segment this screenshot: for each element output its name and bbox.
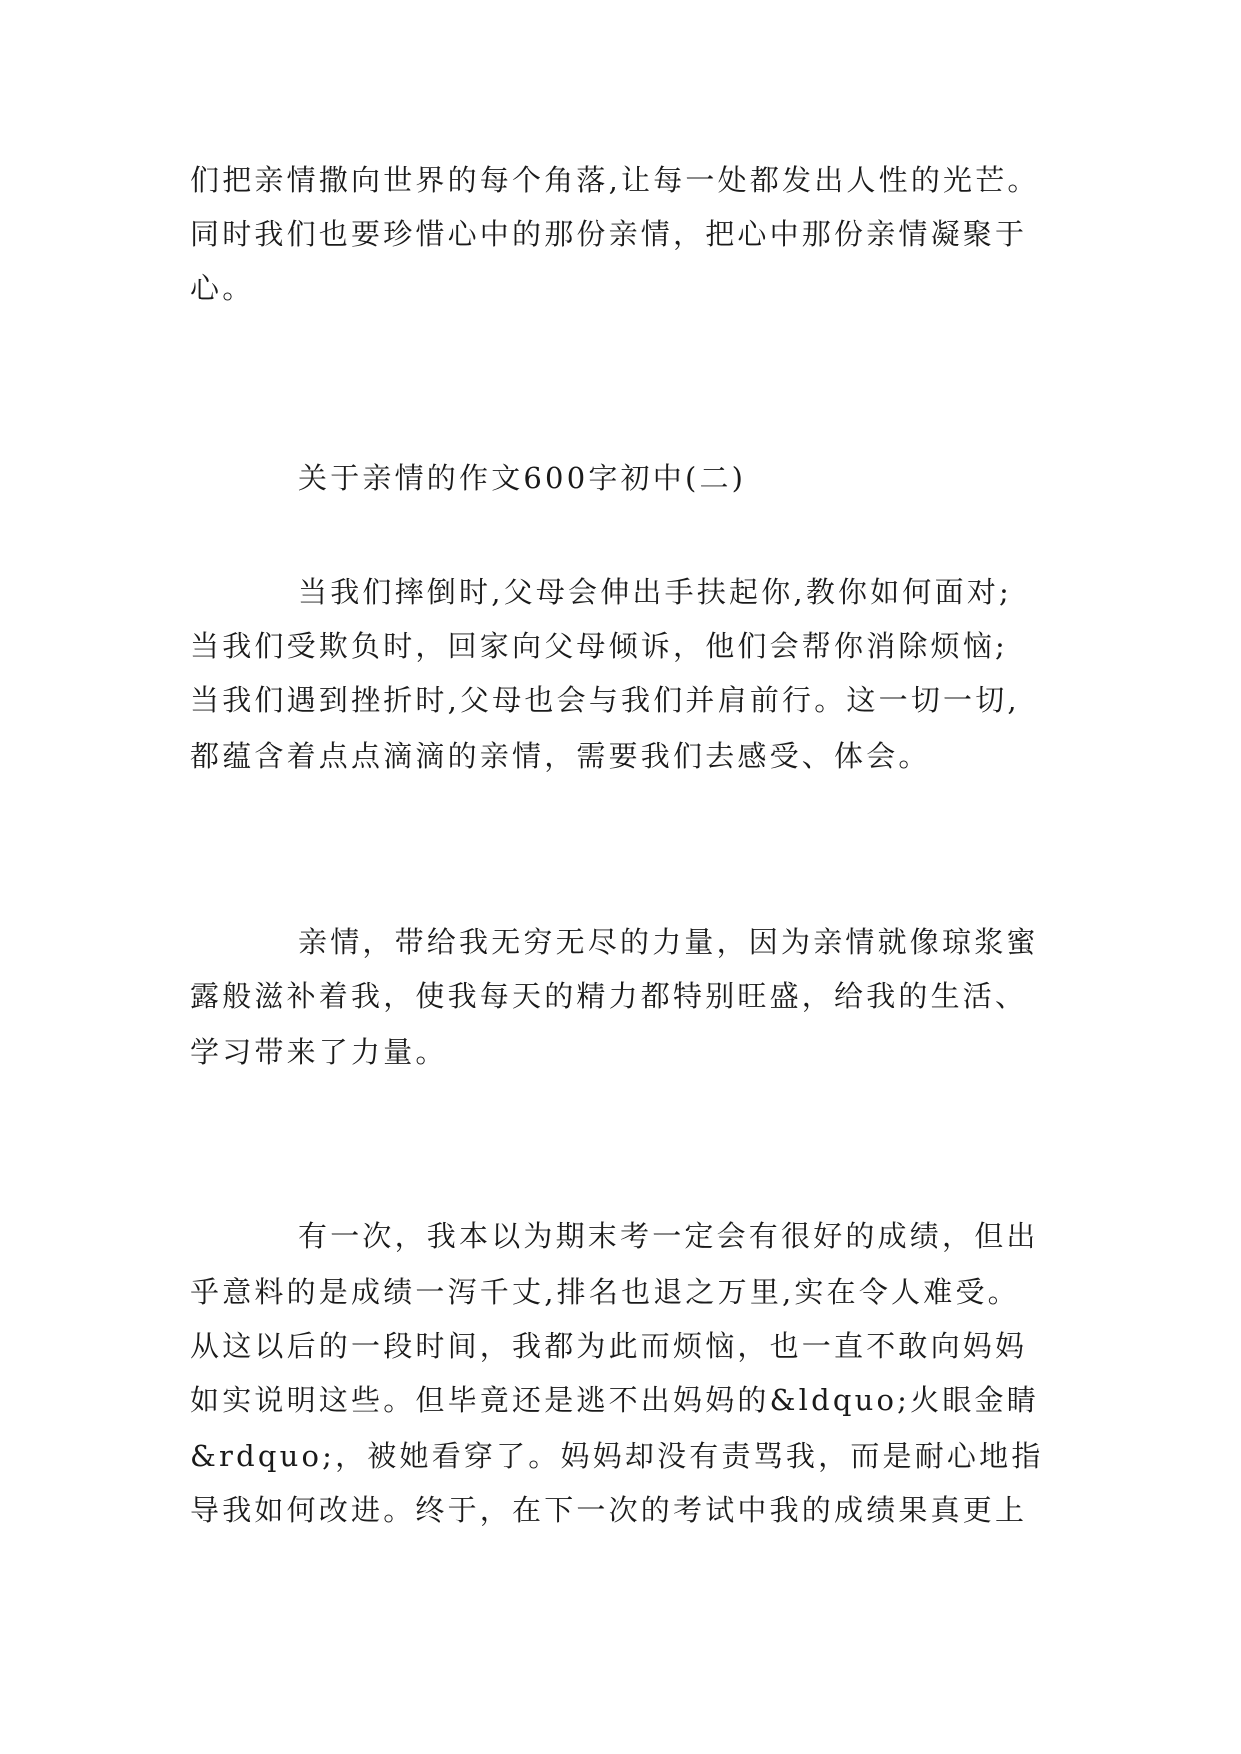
paragraph-2-line-3: 当我们遇到挫折时,父母也会与我们并肩前行。这一切一切, (190, 683, 1020, 717)
paragraph-4-line-6: 导我如何改进。终于，在下一次的考试中我的成绩果真更上 (190, 1493, 1028, 1527)
paragraph-4-line-4: 如实说明这些。但毕竟还是逃不出妈妈的&ldquo;火眼金睛 (190, 1383, 1039, 1417)
paragraph-1-line-2: 同时我们也要珍惜心中的那份亲情，把心中那份亲情凝聚于 (190, 217, 1028, 251)
paragraph-1-line-3: 心。 (190, 271, 255, 305)
paragraph-2-line-4: 都蕴含着点点滴滴的亲情，需要我们去感受、体会。 (190, 739, 931, 773)
paragraph-3-line-2: 露般滋补着我，使我每天的精力都特别旺盛，给我的生活、 (190, 979, 1028, 1013)
paragraph-3-line-1: 亲情，带给我无穷无尽的力量，因为亲情就像琼浆蜜 (298, 925, 1039, 959)
paragraph-4-line-5: &rdquo;，被她看穿了。妈妈却没有责骂我，而是耐心地指 (190, 1439, 1044, 1473)
paragraph-4-line-1: 有一次，我本以为期末考一定会有很好的成绩，但出 (298, 1219, 1039, 1253)
paragraph-1-line-1: 们把亲情撒向世界的每个角落,让每一处都发出人性的光芒。 (190, 163, 1040, 197)
paragraph-4-line-3: 从这以后的一段时间，我都为此而烦恼，也一直不敢向妈妈 (190, 1329, 1028, 1363)
section-heading: 关于亲情的作文600字初中(二) (298, 461, 747, 495)
paragraph-3-line-3: 学习带来了力量。 (190, 1035, 448, 1069)
paragraph-4-line-2: 乎意料的是成绩一泻千丈,排名也退之万里,实在令人难受。 (190, 1275, 1020, 1309)
paragraph-2-line-1: 当我们摔倒时,父母会伸出手扶起你,教你如何面对; (298, 575, 1013, 609)
paragraph-2-line-2: 当我们受欺负时，回家向父母倾诉，他们会帮你消除烦恼; (190, 629, 1008, 663)
